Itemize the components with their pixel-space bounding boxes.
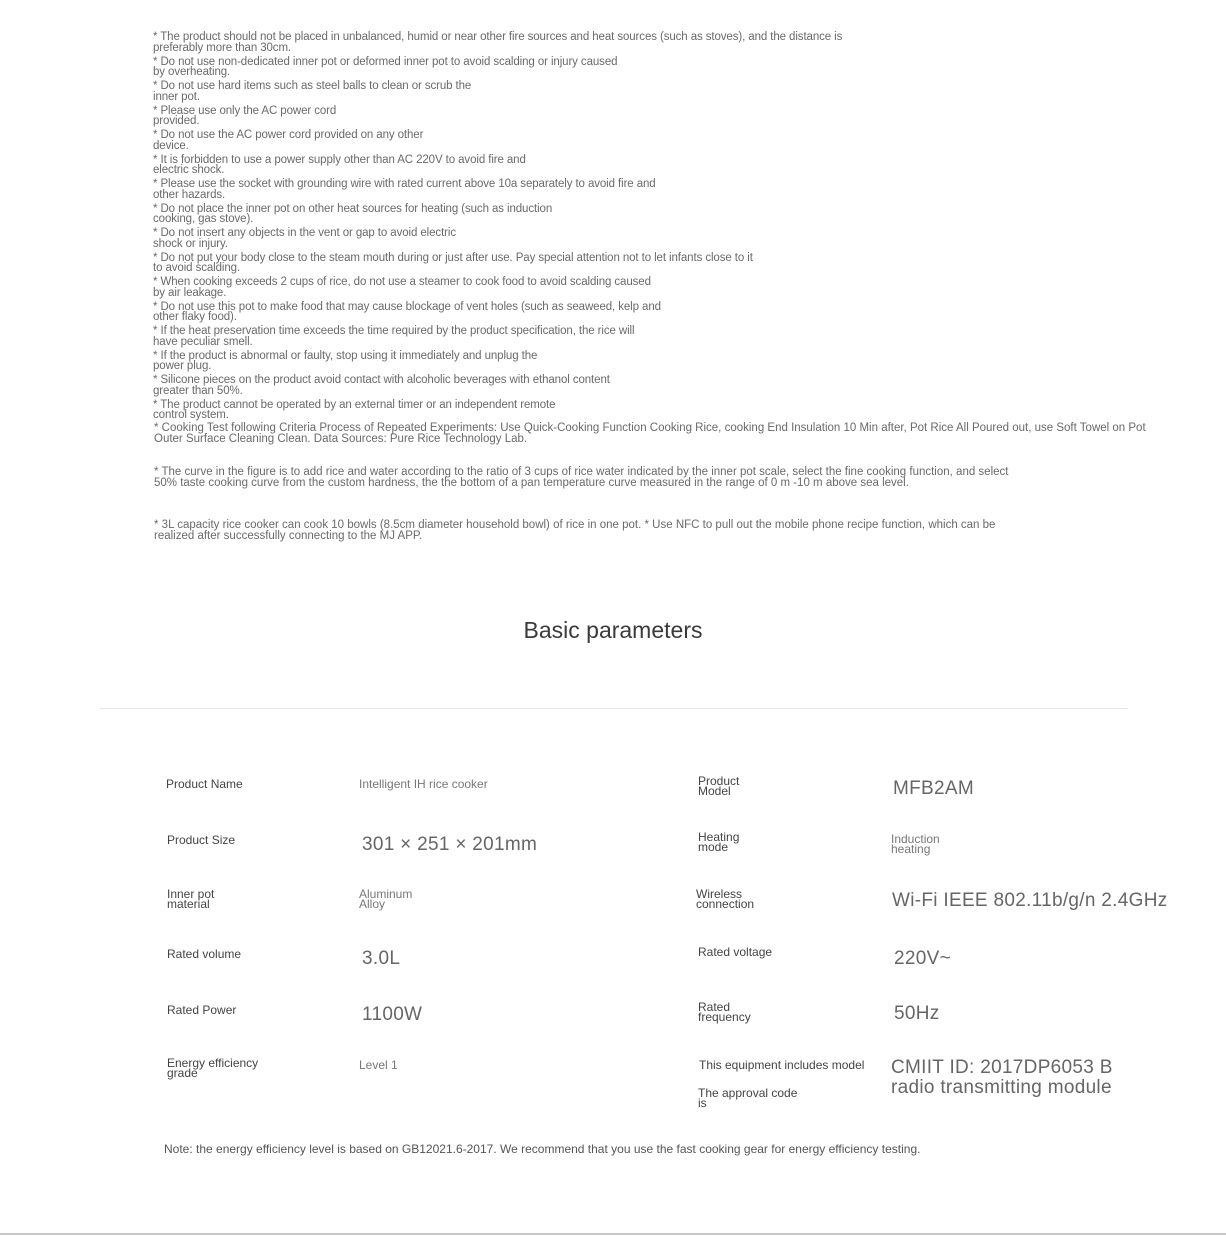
warning-item: * Do not use this pot to make food that may cause blockage of vent holes (such as seaweed, kelp and other flaky food). <box>153 300 661 323</box>
product-size-value: 301 × 251 × 201mm <box>362 834 538 855</box>
product-size-label: Product Size <box>167 833 236 847</box>
warning-item: * Do not use the AC power cord provided on any other device. <box>153 129 424 152</box>
warning-item: * If the product is abnormal or faulty, stop using it immediately and unplug the power plug. <box>153 349 538 372</box>
rated-power-value: 1100W <box>362 1004 423 1025</box>
product-name-label: Product Name <box>166 777 243 791</box>
warning-item: * Do not put your body close to the steam mouth during or just after use. Pay special attention not to let infants close to it to avoid scalding. <box>153 251 753 274</box>
warning-item: * When cooking exceeds 2 cups of rice, do not use a steamer to cook food to avoid scalding caused by air leakage. <box>153 276 651 299</box>
divider <box>100 708 1127 709</box>
approval-code-label: The approval code is <box>698 1086 798 1110</box>
energy-label: Energy efficiency grade <box>167 1056 259 1080</box>
warning-item: * Do not insert any objects in the vent or gap to avoid electric shock or injury. <box>153 227 456 250</box>
rated-volume-label: Rated volume <box>167 947 242 961</box>
rated-frequency-value: 50Hz <box>894 1003 940 1024</box>
warning-item: * If the heat preservation time exceeds the time required by the product specification, the rice will have peculiar smell. <box>153 325 635 348</box>
warning-item: * Do not use non-dedicated inner pot or deformed inner pot to avoid scalding or injury caused by overheating. <box>153 55 618 78</box>
heating-mode-label: Heating mode <box>698 830 740 854</box>
cooking-test-note: * Cooking Test following Criteria Process of Repeated Experiments: Use Quick-Cooking Function Cooking Rice, cooking End Insulation 10 Min after, Pot Rice All Poured out, use Soft Towel on Pot Outer Surface Cleaning Clean. Data Sources: Pure Rice Technology Lab. <box>154 422 1146 445</box>
warning-item: * The product cannot be operated by an external timer or an independent remote control system. <box>153 398 556 421</box>
inner-pot-value: Aluminum Alloy <box>359 887 413 911</box>
inner-pot-label: Inner pot material <box>167 887 215 911</box>
cmiit-value: CMIIT ID: 2017DP6053 B radio transmitting module <box>891 1057 1113 1098</box>
wireless-value: Wi-Fi IEEE 802.11b/g/n 2.4GHz <box>892 890 1168 911</box>
product-name-value: Intelligent IH rice cooker <box>359 777 488 791</box>
warning-item: * Silicone pieces on the product avoid contact with alcoholic beverages with ethanol content greater than 50%. <box>153 374 610 397</box>
section-title: Basic parameters <box>523 617 703 643</box>
wireless-label: Wireless connection <box>696 887 755 911</box>
warning-item: * It is forbidden to use a power supply other than AC 220V to avoid fire and electric shock. <box>153 153 526 176</box>
warning-item: * Please use the socket with grounding wire with rated current above 10a separately to avoid fire and other hazards. <box>153 178 656 201</box>
rated-frequency-label: Rated frequency <box>698 1000 751 1024</box>
curve-note: * The curve in the figure is to add rice and water according to the ratio of 3 cups of rice water indicated by the inner pot scale, select the fine cooking function, and select 50% taste cooking curve from the custom hardness, the the bottom of a pan temperature curve measured in the range of 0 m -10 m above sea level. <box>154 466 1009 489</box>
rated-voltage-value: 220V~ <box>894 948 951 969</box>
rated-power-label: Rated Power <box>167 1003 237 1017</box>
safety-warnings <box>153 32 1203 424</box>
energy-value: Level 1 <box>359 1058 398 1072</box>
heating-mode-value: Induction heating <box>891 832 940 856</box>
capacity-note: * 3L capacity rice cooker can cook 10 bowls (8.5cm diameter household bowl) of rice in one pot. * Use NFC to pull out the mobile phone recipe function, which can be realized after successfully connecting to the MJ APP. <box>154 519 996 542</box>
rated-volume-value: 3.0L <box>362 948 401 969</box>
equipment-label: This equipment includes model <box>699 1058 865 1072</box>
energy-footnote: Note: the energy efficiency level is based on GB12021.6-2017. We recommend that you use the fast cooking gear for energy efficiency testing. <box>164 1142 921 1156</box>
rated-voltage-label: Rated voltage <box>698 945 773 959</box>
warning-item: * Please use only the AC power cord provided. <box>153 104 337 127</box>
warning-item: * The product should not be placed in unbalanced, humid or near other fire sources and heat sources (such as stoves), and the distance is preferably more than 30cm. <box>153 31 843 54</box>
product-model-value: MFB2AM <box>893 778 974 799</box>
warning-item: * Do not place the inner pot on other heat sources for heating (such as induction cooking, gas stove). <box>153 202 553 225</box>
product-model-label: Product Model <box>698 774 740 798</box>
warning-item: * Do not use hard items such as steel balls to clean or scrub the inner pot. <box>153 80 472 103</box>
bottom-divider <box>0 1233 1226 1235</box>
